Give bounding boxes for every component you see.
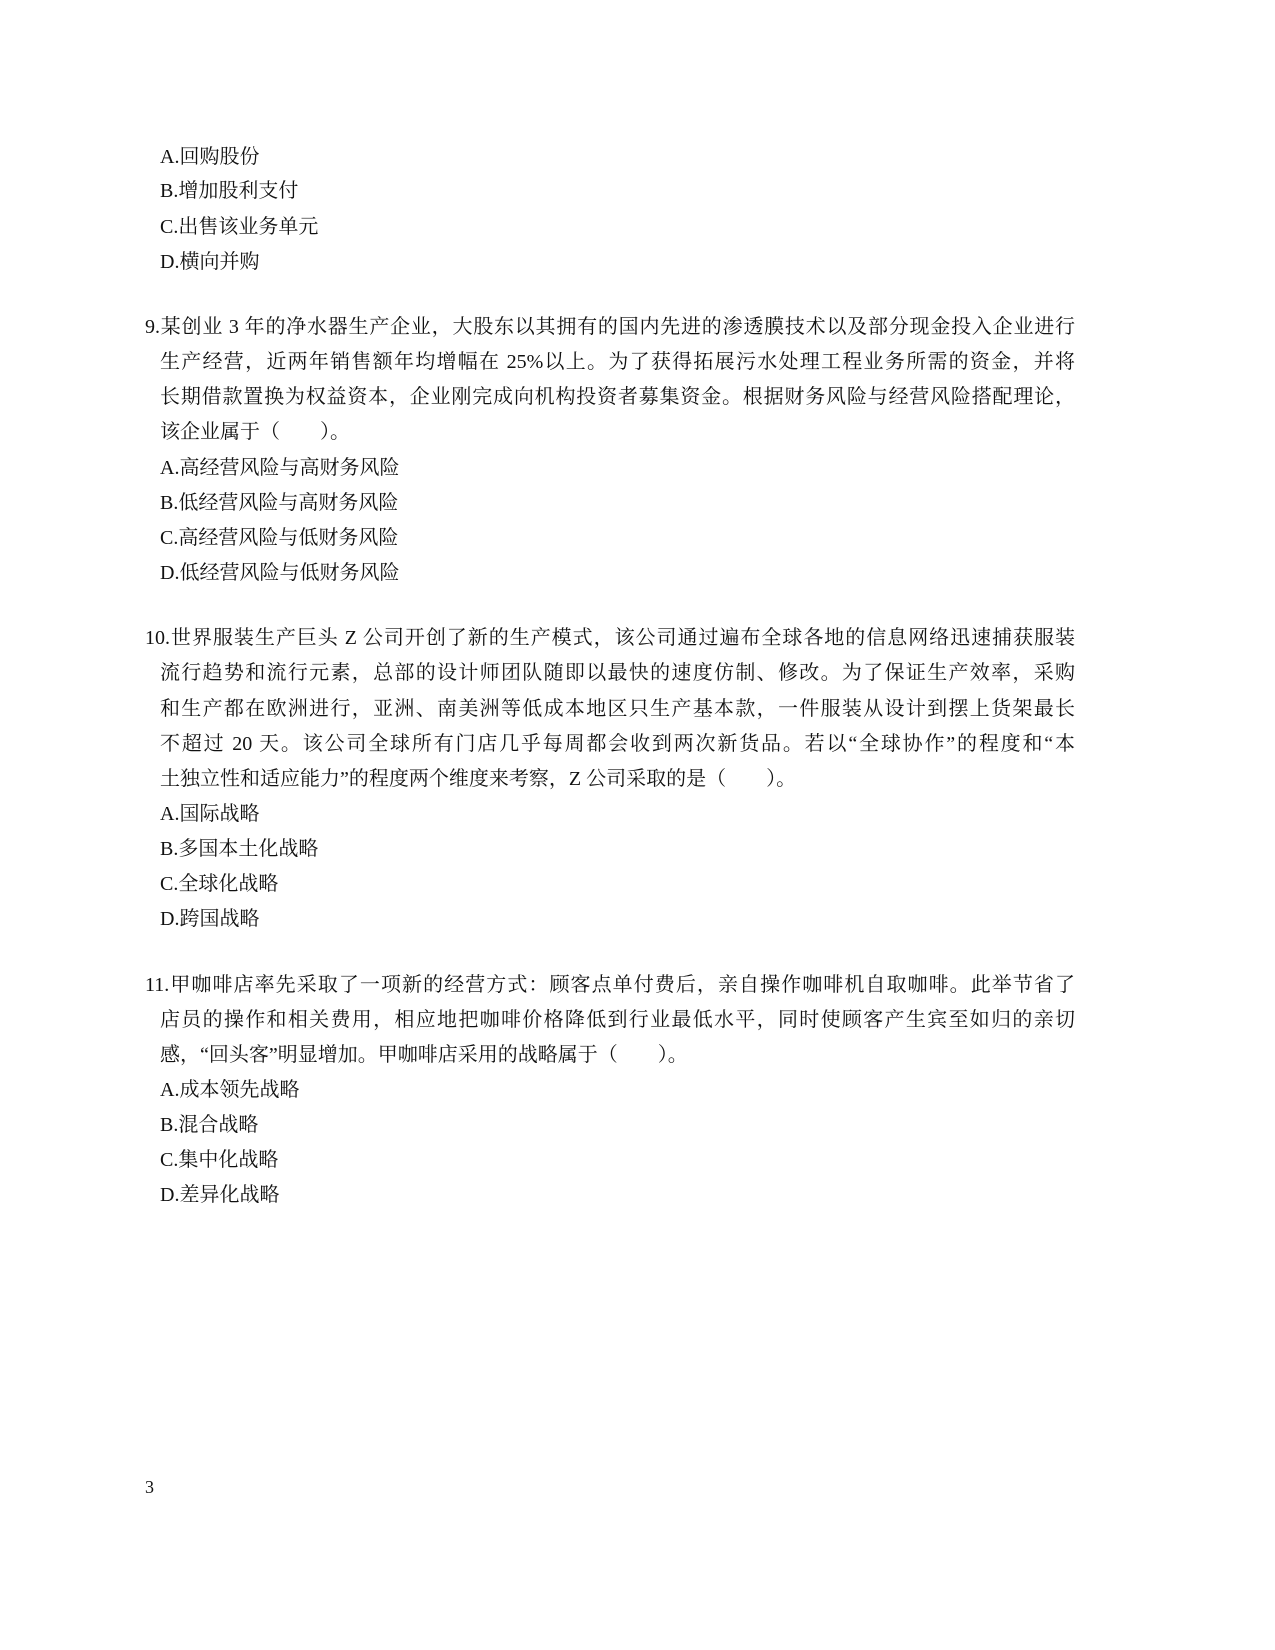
question-text-line: 不超过 20 天。该公司全球所有门店几乎每周都会收到两次新货品。若以“全球协作”的程度和“本 [160, 733, 1075, 755]
option-b: B.多国本土化战略 [160, 838, 319, 860]
option-d: D.跨国战略 [160, 908, 260, 930]
option-a: A.回购股份 [160, 146, 260, 168]
question-text-line: 店员的操作和相关费用，相应地把咖啡价格降低到行业最低水平，同时使顾客产生宾至如归的亲切 [160, 1009, 1075, 1031]
option-b: B.低经营风险与高财务风险 [160, 492, 399, 514]
question-text-line: 10.世界服装生产巨头 Z 公司开创了新的生产模式，该公司通过遍布全球各地的信息网络迅速捕获服装 [145, 627, 1075, 649]
option-c: C.出售该业务单元 [160, 216, 319, 238]
option-a: A.国际战略 [160, 803, 260, 825]
option-b: B.混合战略 [160, 1114, 259, 1136]
question-text-line: 土独立性和适应能力”的程度两个维度来考察，Z 公司采取的是（ ）。 [160, 768, 797, 790]
option-d: D.差异化战略 [160, 1184, 280, 1206]
question-text-line: 该企业属于（ ）。 [160, 421, 350, 443]
option-b: B.增加股利支付 [160, 180, 299, 202]
option-d: D.低经营风险与低财务风险 [160, 562, 400, 584]
question-text-line: 感，“回头客”明显增加。甲咖啡店采用的战略属于（ ）。 [160, 1044, 688, 1066]
option-c: C.集中化战略 [160, 1149, 279, 1171]
question-text-line: 流行趋势和流行元素，总部的设计师团队随即以最快的速度仿制、修改。为了保证生产效率，采购 [160, 662, 1075, 684]
page-number: 3 [145, 1477, 154, 1497]
question-text-line: 长期借款置换为权益资本，企业刚完成向机构投资者募集资金。根据财务风险与经营风险搭配理论， [160, 386, 1075, 408]
question-text-line: 9.某创业 3 年的净水器生产企业，大股东以其拥有的国内先进的渗透膜技术以及部分现金投入企业进行 [145, 316, 1075, 338]
option-c: C.高经营风险与低财务风险 [160, 527, 399, 549]
question-text-line: 生产经营，近两年销售额年均增幅在 25%以上。为了获得拓展污水处理工程业务所需的资金，并将 [160, 351, 1075, 373]
option-a: A.高经营风险与高财务风险 [160, 457, 400, 479]
option-a: A.成本领先战略 [160, 1079, 300, 1101]
option-c: C.全球化战略 [160, 873, 279, 895]
question-text-line: 11.甲咖啡店率先采取了一项新的经营方式：顾客点单付费后，亲自操作咖啡机自取咖啡。此举节省了 [145, 974, 1075, 996]
option-d: D.横向并购 [160, 251, 260, 273]
question-text-line: 和生产都在欧洲进行，亚洲、南美洲等低成本地区只生产基本款，一件服装从设计到摆上货架最长 [160, 698, 1075, 720]
